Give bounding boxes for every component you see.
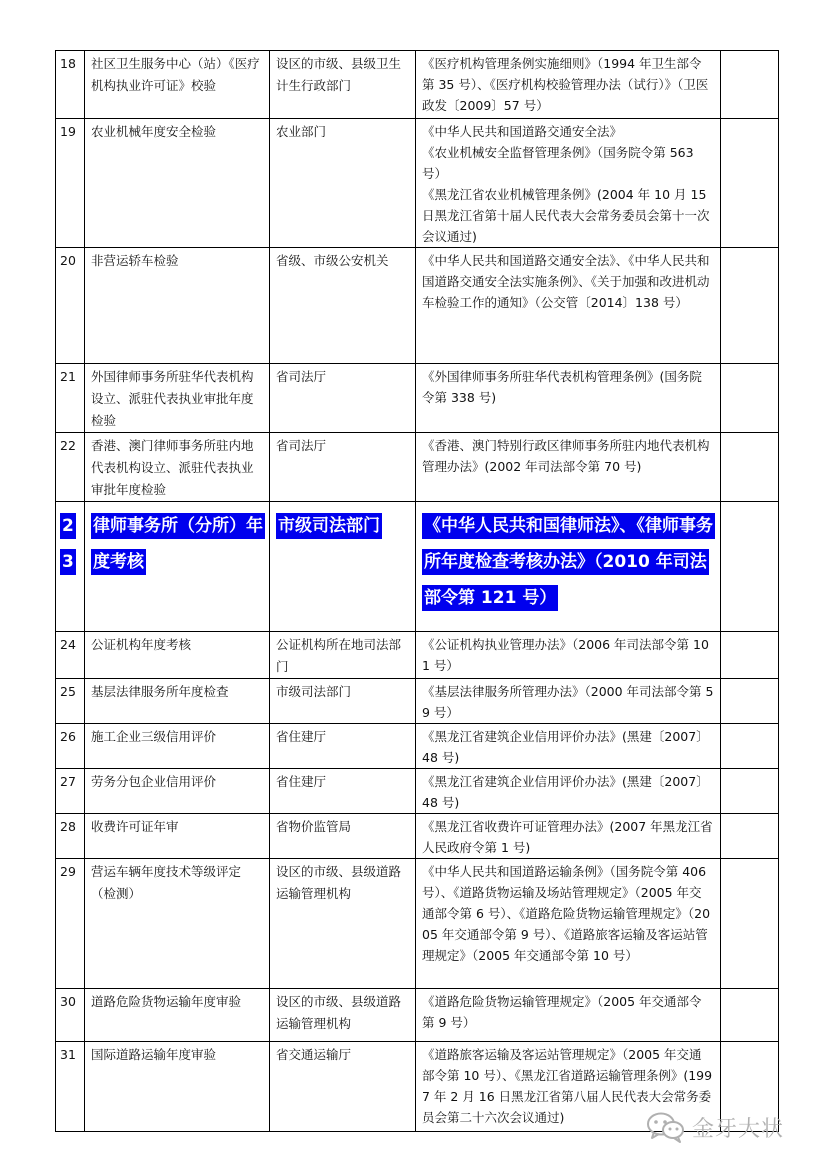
item-name-cell (85, 364, 270, 433)
legal-basis-cell (416, 51, 721, 119)
table-row (56, 248, 779, 364)
empty-remarks-cell (721, 814, 779, 859)
row-number-text: 18 (60, 56, 76, 71)
legal-basis-text: 《中华人民共和国道路运输条例》（国务院令第 406 号）、《道路货物运输及场站管理规定》（2005 年交通部令第 6 号）、《道路危险货物运输管理规定》（2005 年交通部令第 9 号）、《道路旅客运输及客运站管理规定》（2005 年交通部令第 10 号） (422, 864, 711, 963)
row-number-text: 23 (60, 513, 76, 575)
legal-basis-text: 《道路旅客运输及客运站管理规定》（2005 年交通部令第 10 号）、《黑龙江省道路运输管理条例》(1997 年 2 月 16 日黑龙江省第八届人民代表大会常务委员会第二十六次会议通过) (422, 1047, 713, 1125)
row-number-cell (56, 51, 85, 119)
row-number-text: 27 (60, 774, 76, 789)
item-name-text: 劳务分包企业信用评价 (91, 774, 217, 789)
row-number-text: 30 (60, 994, 76, 1009)
empty-remarks-cell (721, 119, 779, 248)
legal-basis-cell (416, 724, 721, 769)
item-name-text: 国际道路运输年度审验 (91, 1047, 217, 1062)
row-number-text: 25 (60, 684, 76, 699)
legal-basis-text: 《道路危险货物运输管理规定》（2005 年交通部令第 9 号） (422, 994, 702, 1030)
authority-cell (270, 989, 416, 1042)
empty-remarks-cell (721, 859, 779, 989)
empty-remarks-cell (721, 989, 779, 1042)
legal-basis-cell (416, 814, 721, 859)
table-row (56, 814, 779, 859)
table-body (56, 51, 779, 1132)
authority-text: 省住建厅 (276, 774, 327, 789)
legal-basis-cell (416, 679, 721, 724)
row-number-cell (56, 433, 85, 502)
table-row (56, 119, 779, 248)
row-number-cell (56, 814, 85, 859)
item-name-text: 收费许可证年审 (91, 819, 179, 834)
authority-text: 省住建厅 (276, 729, 327, 744)
authority-cell (270, 433, 416, 502)
item-name-cell (85, 989, 270, 1042)
authority-cell (270, 769, 416, 814)
authority-cell (270, 632, 416, 679)
row-number-text: 19 (60, 124, 76, 139)
item-name-text: 营运车辆年度技术等级评定（检测） (91, 864, 242, 901)
authority-text: 公证机构所在地司法部门 (276, 637, 402, 674)
empty-remarks-cell (721, 769, 779, 814)
legal-basis-text: 《中华人民共和国道路交通安全法》、《中华人民共和国道路交通安全法实施条例》、《关于加强和改进机动车检验工作的通知》（公交管〔2014〕138 号） (422, 253, 710, 310)
item-name-cell (85, 433, 270, 502)
item-name-text: 公证机构年度考核 (91, 637, 192, 652)
item-name-text: 律师事务所（分所）年度考核 (91, 513, 265, 575)
table-row (56, 502, 779, 632)
row-number-text: 21 (60, 369, 76, 384)
item-name-text: 香港、澳门律师事务所驻内地代表机构设立、派驻代表执业审批年度检验 (91, 438, 254, 497)
legal-basis-text: 《中华人民共和国律师法》、《律师事务所年度检查考核办法》（2010 年司法部令第 121 号） (422, 513, 715, 611)
legal-basis-text: 《中华人民共和国道路交通安全法》 《农业机械安全监督管理条例》（国务院令第 563 号） 《黑龙江省农业机械管理条例》(2004 年 10 月 15 日黑龙江省第十届人民代表大会常务委员会第十一次会议通过) (422, 124, 710, 244)
empty-remarks-cell (721, 632, 779, 679)
item-name-cell (85, 119, 270, 248)
wechat-icon (646, 1111, 686, 1143)
legal-basis-cell (416, 433, 721, 502)
legal-basis-text: 《医疗机构管理条例实施细则》（1994 年卫生部令第 35 号）、《医疗机构校验管理办法（试行）》（卫医政发〔2009〕57 号） (422, 56, 709, 113)
table-row (56, 364, 779, 433)
row-number-text: 31 (60, 1047, 76, 1062)
item-name-text: 基层法律服务所年度检查 (91, 684, 229, 699)
table-row (56, 632, 779, 679)
row-number-cell (56, 364, 85, 433)
authority-cell (270, 51, 416, 119)
row-number-text: 26 (60, 729, 76, 744)
item-name-text: 外国律师事务所驻华代表机构设立、派驻代表执业审批年度检验 (91, 369, 254, 428)
empty-remarks-cell (721, 679, 779, 724)
item-name-text: 农业机械年度安全检验 (91, 124, 217, 139)
item-name-cell (85, 724, 270, 769)
item-name-cell (85, 769, 270, 814)
authority-cell (270, 814, 416, 859)
legal-basis-cell (416, 769, 721, 814)
empty-remarks-cell (721, 724, 779, 769)
table-row (56, 433, 779, 502)
row-number-text: 24 (60, 637, 76, 652)
item-name-cell (85, 51, 270, 119)
legal-basis-cell (416, 364, 721, 433)
item-name-cell (85, 502, 270, 632)
item-name-cell (85, 632, 270, 679)
row-number-cell (56, 989, 85, 1042)
row-number-cell (56, 502, 85, 632)
authority-cell (270, 724, 416, 769)
legal-basis-text: 《基层法律服务所管理办法》（2000 年司法部令第 59 号） (422, 684, 714, 720)
authority-cell (270, 502, 416, 632)
row-number-text: 28 (60, 819, 76, 834)
authority-text: 设区的市级、县级道路运输管理机构 (276, 994, 402, 1031)
table-row (56, 679, 779, 724)
legal-basis-cell (416, 119, 721, 248)
authority-cell (270, 679, 416, 724)
table-row (56, 859, 779, 989)
authority-cell (270, 364, 416, 433)
authority-text: 省交通运输厅 (276, 1047, 352, 1062)
legal-basis-cell (416, 859, 721, 989)
authority-text: 省级、市级公安机关 (276, 253, 389, 268)
legal-basis-cell (416, 632, 721, 679)
legal-basis-text: 《黑龙江省建筑企业信用评价办法》(黑建〔2007〕48 号) (422, 729, 709, 765)
item-name-text: 施工企业三级信用评价 (91, 729, 217, 744)
legal-basis-text: 《黑龙江省收费许可证管理办法》(2007 年黑龙江省人民政府令第 1 号) (422, 819, 713, 855)
row-number-cell (56, 1042, 85, 1132)
legal-basis-cell (416, 502, 721, 632)
legal-basis-text: 《公证机构执业管理办法》（2006 年司法部令第 101 号） (422, 637, 709, 673)
authority-text: 省司法厅 (276, 369, 327, 384)
regulation-table (55, 50, 779, 1132)
item-name-cell (85, 859, 270, 989)
row-number-cell (56, 679, 85, 724)
authority-text: 农业部门 (276, 124, 327, 139)
authority-text: 设区的市级、县级道路运输管理机构 (276, 864, 402, 901)
row-number-cell (56, 248, 85, 364)
row-number-cell (56, 724, 85, 769)
row-number-text: 29 (60, 864, 76, 879)
item-name-cell (85, 679, 270, 724)
authority-text: 省司法厅 (276, 438, 327, 453)
table-row (56, 989, 779, 1042)
empty-remarks-cell (721, 248, 779, 364)
item-name-text: 道路危险货物运输年度审验 (91, 994, 242, 1009)
row-number-cell (56, 769, 85, 814)
row-number-cell (56, 632, 85, 679)
empty-remarks-cell (721, 364, 779, 433)
item-name-cell (85, 248, 270, 364)
watermark-text: 金牙大状 (692, 1116, 785, 1142)
legal-basis-text: 《外国律师事务所驻华代表机构管理条例》(国务院令第 338 号) (422, 369, 702, 405)
empty-remarks-cell (721, 502, 779, 632)
legal-basis-cell (416, 989, 721, 1042)
authority-cell (270, 1042, 416, 1132)
row-number-text: 22 (60, 438, 76, 453)
authority-text: 市级司法部门 (276, 684, 352, 699)
table-row (56, 724, 779, 769)
item-name-cell (85, 814, 270, 859)
authority-text: 市级司法部门 (276, 513, 382, 539)
row-number-cell (56, 859, 85, 989)
authority-text: 省物价监管局 (276, 819, 352, 834)
legal-basis-text: 《香港、澳门特别行政区律师事务所驻内地代表机构管理办法》(2002 年司法部令第 70 号) (422, 438, 710, 474)
row-number-cell (56, 119, 85, 248)
authority-cell (270, 859, 416, 989)
legal-basis-text: 《黑龙江省建筑企业信用评价办法》(黑建〔2007〕48 号) (422, 774, 709, 810)
item-name-text: 非营运轿车检验 (91, 253, 179, 268)
empty-remarks-cell (721, 433, 779, 502)
authority-cell (270, 248, 416, 364)
item-name-cell (85, 1042, 270, 1132)
empty-remarks-cell (721, 51, 779, 119)
watermark (646, 1111, 784, 1143)
legal-basis-cell (416, 248, 721, 364)
table-row (56, 51, 779, 119)
table-row (56, 769, 779, 814)
authority-text: 设区的市级、县级卫生计生行政部门 (276, 56, 402, 93)
item-name-text: 社区卫生服务中心（站）《医疗机构执业许可证》校验 (91, 56, 260, 93)
authority-cell (270, 119, 416, 248)
row-number-text: 20 (60, 253, 76, 268)
